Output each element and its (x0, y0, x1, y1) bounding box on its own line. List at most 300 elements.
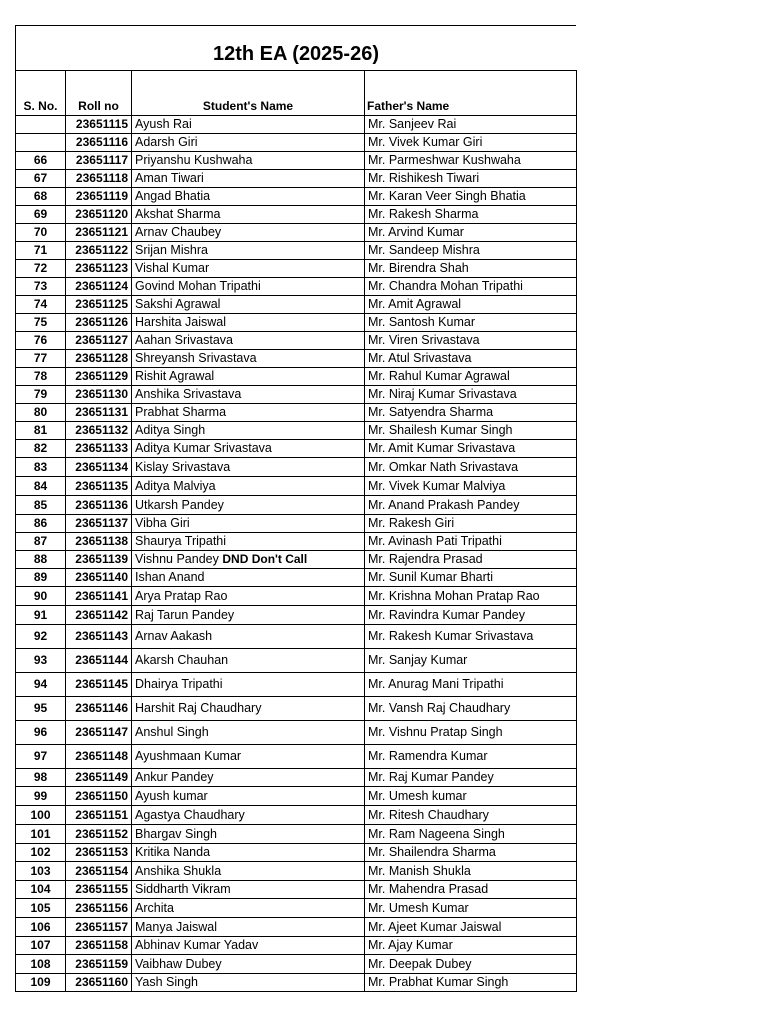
serial-number-text: 107 (30, 938, 51, 952)
roll-number-cell (66, 806, 132, 825)
table-row (16, 955, 577, 974)
table-row (16, 745, 577, 769)
table-row (16, 551, 577, 569)
table-row (16, 278, 577, 296)
roll-number-text: 23651126 (75, 315, 128, 329)
student-name-cell (132, 745, 365, 769)
roll-number-cell (66, 296, 132, 314)
father-name-text: Mr. Raj Kumar Pandey (368, 770, 494, 784)
roll-number-text: 23651137 (75, 516, 128, 530)
serial-number-cell (16, 134, 66, 152)
roll-number-cell (66, 278, 132, 296)
serial-number-cell (16, 332, 66, 350)
student-name-cell (132, 551, 365, 569)
student-table (15, 70, 577, 992)
roll-number-text: 23651119 (75, 189, 128, 203)
father-name-cell (365, 844, 577, 862)
serial-number-text: 86 (33, 516, 48, 530)
student-name-text: Ankur Pandey (135, 770, 214, 784)
roll-number-cell (66, 587, 132, 606)
serial-number-text: 97 (33, 749, 48, 763)
roll-number-cell (66, 422, 132, 440)
father-name-cell (365, 697, 577, 721)
father-name-cell (365, 260, 577, 278)
roll-number-text: 23651143 (75, 629, 128, 643)
roll-number-text: 23651138 (75, 534, 128, 548)
student-name-text: Aditya Kumar Srivastava (135, 441, 272, 455)
roll-number-text: 23651145 (75, 677, 128, 691)
student-name-text: Dhairya Tripathi (135, 677, 223, 691)
student-name-text: Utkarsh Pandey (135, 497, 224, 512)
father-name-cell (365, 955, 577, 974)
table-row (16, 224, 577, 242)
table-row (16, 260, 577, 278)
serial-number-cell (16, 422, 66, 440)
serial-number-text: 85 (33, 497, 48, 512)
father-name-text: Mr. Ajay Kumar (368, 938, 453, 952)
roll-number-text: 23651136 (75, 497, 128, 512)
serial-number-text: 88 (33, 552, 48, 566)
student-name-cell (132, 721, 365, 745)
table-row (16, 769, 577, 787)
header-roll-no: Roll no (66, 71, 132, 116)
serial-number-text: 101 (30, 826, 51, 841)
table-row (16, 515, 577, 533)
roll-number-cell (66, 844, 132, 862)
table-row (16, 458, 577, 477)
student-name-cell (132, 899, 365, 918)
student-name-text: Aahan Srivastava (135, 333, 233, 347)
table-body (16, 116, 577, 992)
student-name-cell (132, 206, 365, 224)
father-name-cell (365, 937, 577, 955)
serial-number-text: 106 (30, 919, 51, 934)
roll-number-text: 23651160 (75, 975, 128, 989)
father-name-text: Mr. Ravindra Kumar Pandey (368, 607, 526, 622)
father-name-text: Mr. Prabhat Kumar Singh (368, 975, 509, 989)
roll-number-text: 23651156 (75, 900, 128, 915)
roll-number-cell (66, 533, 132, 551)
student-name-text: Aditya Singh (135, 423, 206, 437)
roll-number-text: 23651130 (75, 387, 128, 401)
roll-number-text: 23651139 (75, 552, 128, 566)
serial-number-cell (16, 116, 66, 134)
student-name-text: Manya Jaiswal (135, 919, 217, 934)
serial-number-text: 99 (33, 788, 48, 803)
serial-number-cell (16, 242, 66, 260)
student-name-text: Angad Bhatia (135, 189, 211, 203)
table-row (16, 134, 577, 152)
serial-number-text: 93 (33, 653, 48, 667)
roll-number-cell (66, 116, 132, 134)
father-name-cell (365, 787, 577, 806)
student-name-text: Vibha Giri (135, 516, 190, 530)
father-name-cell (365, 673, 577, 697)
serial-number-text: 96 (33, 725, 48, 739)
father-name-text: Mr. Sunil Kumar Bharti (368, 570, 494, 584)
student-name-cell (132, 697, 365, 721)
serial-number-text: 94 (33, 677, 48, 691)
serial-number-cell (16, 587, 66, 606)
father-name-text: Mr. Sandeep Mishra (368, 243, 480, 257)
student-name-cell (132, 533, 365, 551)
serial-number-text: 102 (30, 845, 51, 859)
table-row (16, 386, 577, 404)
father-name-text: Mr. Omkar Nath Srivastava (368, 459, 519, 474)
student-name-cell (132, 116, 365, 134)
father-name-text: Mr. Santosh Kumar (368, 315, 475, 329)
student-name-text: Anshul Singh (135, 725, 209, 739)
father-name-text: Mr. Umesh kumar (368, 788, 467, 803)
header-sno: S. No. (16, 71, 66, 116)
roll-number-cell (66, 134, 132, 152)
father-name-text: Mr. Rakesh Sharma (368, 207, 479, 221)
roll-number-cell (66, 955, 132, 974)
serial-number-cell (16, 278, 66, 296)
serial-number-text: 75 (33, 315, 48, 329)
roll-number-cell (66, 974, 132, 992)
student-name-text: Raj Tarun Pandey (135, 607, 235, 622)
roll-number-cell (66, 368, 132, 386)
serial-number-text: 74 (33, 297, 48, 311)
father-name-text: Mr. Rahul Kumar Agrawal (368, 369, 510, 383)
father-name-text: Mr. Karan Veer Singh Bhatia (368, 189, 526, 203)
student-name-text: Harshita Jaiswal (135, 315, 227, 329)
table-row (16, 862, 577, 881)
table-row (16, 477, 577, 496)
student-name-text: Arnav Aakash (135, 629, 213, 643)
student-name-cell (132, 242, 365, 260)
roll-number-cell (66, 386, 132, 404)
table-row (16, 170, 577, 188)
student-name-text: Bhargav Singh (135, 826, 218, 841)
roll-number-text: 23651134 (75, 459, 128, 474)
father-name-cell (365, 458, 577, 477)
roll-number-text: 23651141 (75, 588, 128, 603)
roll-number-cell (66, 862, 132, 881)
roll-number-text: 23651117 (75, 153, 128, 167)
father-name-cell (365, 242, 577, 260)
roll-number-text: 23651157 (75, 919, 128, 934)
roll-number-cell (66, 515, 132, 533)
father-name-text: Mr. Umesh Kumar (368, 900, 469, 915)
sheet-title: 12th EA (2025-26) (213, 42, 379, 65)
student-name-cell (132, 496, 365, 515)
father-name-cell (365, 440, 577, 458)
serial-number-cell (16, 350, 66, 368)
father-name-cell (365, 881, 577, 899)
father-name-cell (365, 721, 577, 745)
roll-number-text: 23651150 (75, 788, 128, 803)
header-row (16, 71, 577, 116)
roll-number-text: 23651144 (75, 653, 128, 667)
father-name-text: Mr. Niraj Kumar Srivastava (368, 387, 517, 401)
roll-number-cell (66, 260, 132, 278)
student-name-cell (132, 606, 365, 625)
roll-number-text: 23651147 (75, 725, 128, 739)
roll-number-cell (66, 170, 132, 188)
student-name-cell (132, 974, 365, 992)
serial-number-cell (16, 440, 66, 458)
father-name-text: Mr. Ramendra Kumar (368, 749, 488, 763)
student-name-text: Ayush kumar (135, 788, 208, 803)
serial-number-cell (16, 404, 66, 422)
serial-number-text: 66 (33, 153, 48, 167)
father-name-cell (365, 515, 577, 533)
roll-number-cell (66, 332, 132, 350)
header-father-name: Father's Name (365, 71, 577, 116)
father-name-text: Mr. Ram Nageena Singh (368, 826, 505, 841)
student-name-text: Agastya Chaudhary (135, 807, 245, 822)
student-name-cell (132, 515, 365, 533)
father-name-cell (365, 918, 577, 937)
serial-number-text: 67 (33, 171, 48, 185)
father-name-cell (365, 134, 577, 152)
father-name-text: Mr. Rakesh Kumar Srivastava (368, 629, 534, 643)
father-name-cell (365, 606, 577, 625)
student-name-text: Govind Mohan Tripathi (135, 279, 261, 293)
father-name-cell (365, 769, 577, 787)
father-name-text: Mr. Shailesh Kumar Singh (368, 423, 513, 437)
table-row (16, 844, 577, 862)
table-row (16, 314, 577, 332)
father-name-cell (365, 404, 577, 422)
student-name-cell (132, 844, 365, 862)
father-name-text: Mr. Parmeshwar Kushwaha (368, 153, 521, 167)
serial-number-cell (16, 368, 66, 386)
table-row (16, 806, 577, 825)
father-name-cell (365, 224, 577, 242)
father-name-text: Mr. Ajeet Kumar Jaiswal (368, 919, 502, 934)
serial-number-text: 81 (33, 423, 48, 437)
roll-number-cell (66, 224, 132, 242)
father-name-cell (365, 533, 577, 551)
roll-number-text: 23651149 (75, 770, 128, 784)
student-name-cell (132, 170, 365, 188)
student-name-cell (132, 440, 365, 458)
student-name-text: Kislay Srivastava (135, 459, 231, 474)
father-name-text: Mr. Sanjeev Rai (368, 117, 457, 131)
serial-number-cell (16, 673, 66, 697)
table-row (16, 350, 577, 368)
father-name-text: Mr. Vishnu Pratap Singh (368, 725, 503, 739)
student-name-text: Arya Pratap Rao (135, 588, 228, 603)
serial-number-cell (16, 458, 66, 477)
serial-number-text: 90 (33, 588, 48, 603)
father-name-cell (365, 477, 577, 496)
roll-number-cell (66, 152, 132, 170)
roll-number-cell (66, 551, 132, 569)
father-name-cell (365, 116, 577, 134)
roll-number-text: 23651115 (75, 117, 128, 131)
roll-number-cell (66, 350, 132, 368)
student-name-text: Harshit Raj Chaudhary (135, 701, 262, 715)
student-name-cell (132, 224, 365, 242)
student-name-cell (132, 625, 365, 649)
serial-number-cell (16, 974, 66, 992)
serial-number-cell (16, 170, 66, 188)
father-name-cell (365, 496, 577, 515)
roll-number-text: 23651131 (75, 405, 128, 419)
roll-number-text: 23651154 (75, 863, 128, 878)
table-row (16, 188, 577, 206)
serial-number-cell (16, 955, 66, 974)
student-name-cell (132, 458, 365, 477)
serial-number-cell (16, 918, 66, 937)
student-name-text: Shaurya Tripathi (135, 534, 227, 548)
student-name-cell (132, 404, 365, 422)
serial-number-cell (16, 314, 66, 332)
father-name-cell (365, 368, 577, 386)
student-name-text: Abhinav Kumar Yadav (135, 938, 259, 952)
student-name-cell (132, 332, 365, 350)
student-name-cell (132, 769, 365, 787)
roll-number-cell (66, 745, 132, 769)
father-name-text: Mr. Chandra Mohan Tripathi (368, 279, 523, 293)
table-row (16, 649, 577, 673)
serial-number-text: 105 (30, 900, 51, 915)
serial-number-cell (16, 806, 66, 825)
serial-number-cell (16, 937, 66, 955)
roll-number-text: 23651123 (75, 261, 128, 275)
father-name-text: Mr. Atul Srivastava (368, 351, 472, 365)
roll-number-text: 23651125 (75, 297, 128, 311)
header-student-name: Student's Name (132, 71, 365, 116)
serial-number-text: 109 (30, 975, 51, 989)
roll-number-cell (66, 440, 132, 458)
serial-number-text: 76 (33, 333, 48, 347)
father-name-text: Mr. Shailendra Sharma (368, 845, 496, 859)
table-row (16, 404, 577, 422)
student-name-text: Aman Tiwari (135, 171, 204, 185)
student-name-text: Aditya Malviya (135, 478, 216, 493)
roll-number-cell (66, 569, 132, 587)
father-name-cell (365, 296, 577, 314)
student-name-text: Ayushmaan Kumar (135, 749, 242, 763)
roll-number-text: 23651135 (75, 478, 128, 493)
table-row (16, 116, 577, 134)
student-name-cell (132, 134, 365, 152)
student-name-cell (132, 587, 365, 606)
student-name-text: Akshat Sharma (135, 207, 221, 221)
father-name-cell (365, 745, 577, 769)
father-name-cell (365, 974, 577, 992)
roll-number-text: 23651140 (75, 570, 128, 584)
father-name-cell (365, 569, 577, 587)
roll-number-text: 23651158 (75, 938, 128, 952)
serial-number-cell (16, 260, 66, 278)
serial-number-cell (16, 477, 66, 496)
father-name-cell (365, 332, 577, 350)
student-name-cell (132, 278, 365, 296)
roll-number-text: 23651155 (75, 882, 128, 896)
roll-number-cell (66, 477, 132, 496)
roll-number-cell (66, 649, 132, 673)
father-name-cell (365, 625, 577, 649)
father-name-text: Mr. Anurag Mani Tripathi (368, 677, 504, 691)
roll-number-cell (66, 769, 132, 787)
student-name-text: Arnav Chaubey (135, 225, 222, 239)
roll-number-text: 23651153 (75, 845, 128, 859)
table-row (16, 242, 577, 260)
student-name-text: Akarsh Chauhan (135, 653, 229, 667)
roll-number-cell (66, 625, 132, 649)
table-row (16, 918, 577, 937)
serial-number-text: 84 (33, 478, 48, 493)
student-name-text: Vaibhaw Dubey (135, 956, 222, 971)
student-name-cell (132, 937, 365, 955)
table-row (16, 440, 577, 458)
roll-number-text: 23651152 (75, 826, 128, 841)
serial-number-text: 98 (33, 770, 48, 784)
serial-number-text: 89 (33, 570, 48, 584)
student-name-cell (132, 787, 365, 806)
roll-number-cell (66, 606, 132, 625)
table-row (16, 881, 577, 899)
table-row (16, 296, 577, 314)
table-row (16, 697, 577, 721)
serial-number-text: 104 (30, 882, 51, 896)
serial-number-text: 83 (33, 459, 48, 474)
student-list-sheet (15, 25, 576, 992)
serial-number-cell (16, 551, 66, 569)
student-name-cell (132, 955, 365, 974)
father-name-text: Mr. Sanjay Kumar (368, 653, 468, 667)
father-name-cell (365, 152, 577, 170)
serial-number-text: 80 (33, 405, 48, 419)
roll-number-text: 23651122 (75, 243, 128, 257)
student-name-cell (132, 918, 365, 937)
table-row (16, 606, 577, 625)
student-name-text: Rishit Agrawal (135, 369, 215, 383)
roll-number-cell (66, 697, 132, 721)
father-name-cell (365, 806, 577, 825)
serial-number-cell (16, 862, 66, 881)
table-row (16, 974, 577, 992)
roll-number-cell (66, 881, 132, 899)
serial-number-text: 95 (33, 701, 48, 715)
serial-number-cell (16, 386, 66, 404)
father-name-text: Mr. Ritesh Chaudhary (368, 807, 489, 822)
roll-number-text: 23651116 (75, 135, 128, 149)
roll-number-text: 23651151 (75, 807, 128, 822)
student-name-cell (132, 825, 365, 844)
student-name-cell (132, 477, 365, 496)
serial-number-cell (16, 296, 66, 314)
father-name-cell (365, 422, 577, 440)
roll-number-cell (66, 458, 132, 477)
serial-number-text: 100 (30, 807, 51, 822)
table-row (16, 937, 577, 955)
roll-number-cell (66, 721, 132, 745)
student-name-cell (132, 569, 365, 587)
roll-number-cell (66, 918, 132, 937)
roll-number-cell (66, 899, 132, 918)
father-name-cell (365, 587, 577, 606)
serial-number-text: 68 (33, 189, 48, 203)
roll-number-cell (66, 825, 132, 844)
student-name-cell (132, 296, 365, 314)
table-row (16, 496, 577, 515)
serial-number-cell (16, 533, 66, 551)
father-name-text: Mr. Vivek Kumar Giri (368, 135, 483, 149)
father-name-text: Mr. Avinash Pati Tripathi (368, 534, 502, 548)
serial-number-text: 87 (33, 534, 48, 548)
student-name-cell (132, 881, 365, 899)
student-name-text: Shreyansh Srivastava (135, 351, 257, 365)
table-row (16, 673, 577, 697)
serial-number-text: 91 (33, 607, 48, 622)
